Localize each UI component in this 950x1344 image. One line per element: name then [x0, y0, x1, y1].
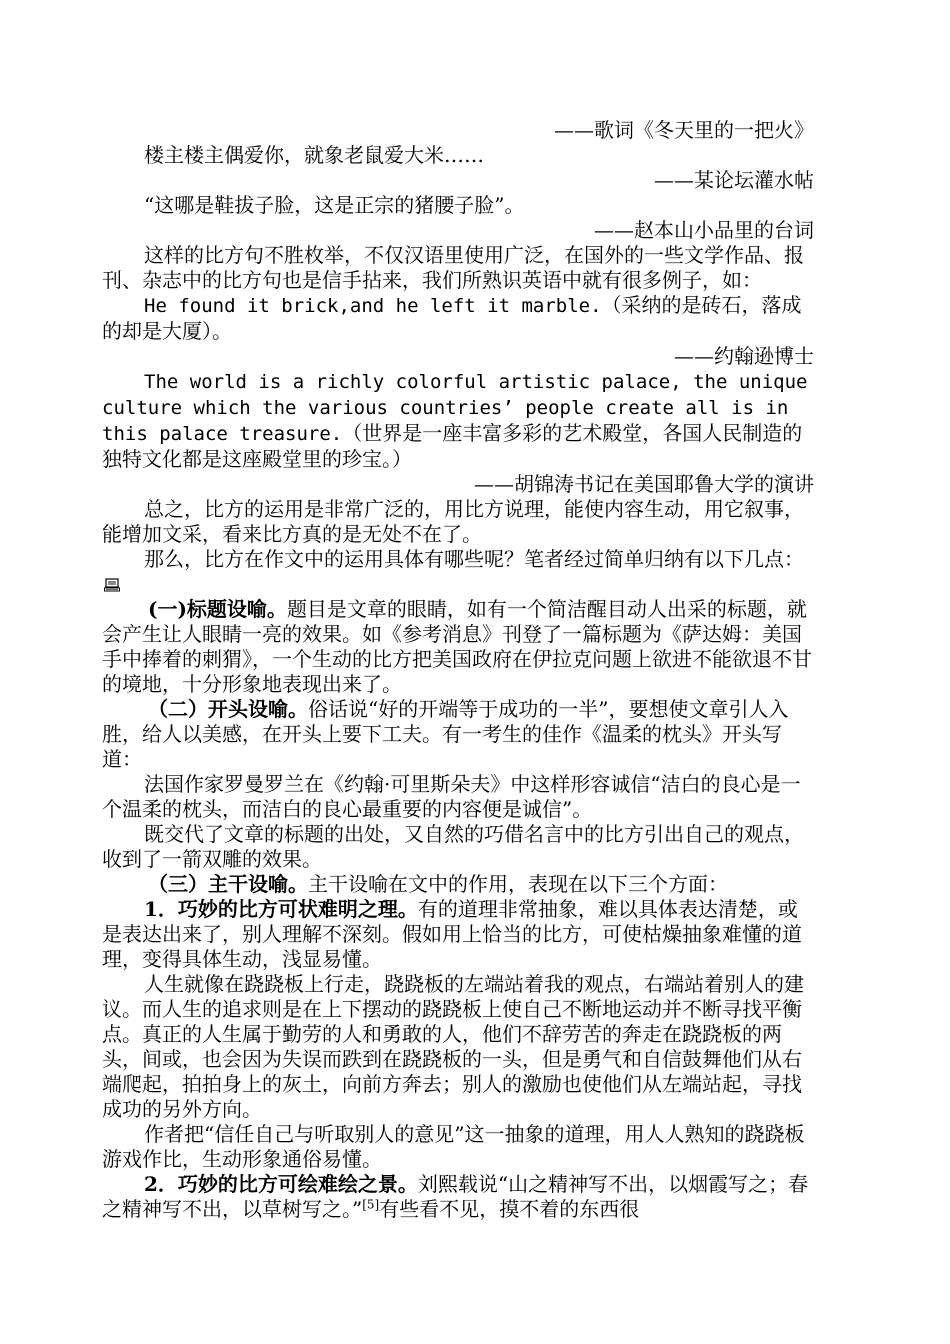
quote-source-forum: ——某论坛灌水帖: [654, 168, 814, 192]
section-opening-setting: [102, 697, 814, 772]
text-opening-setting: 俗话说“好的开端等于成功的一半”，要想使文章引人入胜，给人以美感，在开头上要下工夫。有一考生的佳作《温柔的枕头》开头写道：: [102, 697, 789, 771]
paragraph-summary: 总之，比方的运用是非常广泛的，用比方说理，能使内容生动，用它叙事，能增加文采，看来比方真的是无处不在了。: [102, 497, 804, 546]
paragraph-question: [102, 547, 814, 597]
quote-source-lyric: ——歌词《冬天里的一把火》: [554, 118, 814, 142]
quote-source-johnson: ——约翰逊博士: [674, 344, 814, 368]
quote-source-hu: ——胡锦涛书记在美国耶鲁大学的演讲: [474, 472, 814, 496]
heading-title-setting: (一)标题设喻。: [148, 597, 287, 621]
paragraph-question-text: 那么，比方在作文中的运用具体有哪些呢？笔者经过简单归纳有以下几点：: [144, 547, 804, 571]
paragraph-comment-seesaw: 作者把“信任自己与听取别人的意见”这一抽象的道理，用人人熟知的跷跷板游戏作比，生动形象通俗易懂。: [102, 1122, 805, 1171]
text-title-setting: 题目是文章的眼睛，如有一个简洁醒目动人出采的标题，就会产生让人眼睛一亮的效果。如《参考消息》刊登了一篇标题为《萨达姆：美国手中捧着的刺猬》，一个生动的比方把美国政府在伊拉克问题上欲进不能欲退不甘的境地，十分形象地表现出来了。: [102, 597, 812, 696]
section-main-body: [102, 872, 814, 897]
text-point-two-b: 有些看不见，摸不着的东西很: [379, 1197, 640, 1221]
heading-main-body: （三）主干设喻。: [148, 872, 308, 896]
quote-forum-post: 楼主楼主偶爱你，就象老鼠爱大米……: [144, 143, 484, 167]
section-title-setting: [102, 597, 814, 697]
text-point-two-a: 刘熙载说“山之精神写不出，以烟霞写之；春之精神写不出，以草树写之。”: [102, 1172, 809, 1221]
paragraph-foreign-examples: 这样的比方句不胜枚举，不仅汉语里使用广泛，在国外的一些文学作品、报刊、杂志中的比方句也是信手拈来，我们所熟识英语中就有很多例子，如：: [102, 243, 804, 292]
quote-sketch-line: “这哪是鞋拔子脸，这是正宗的猪腰子脸”。: [144, 193, 525, 217]
quote-source-sketch: ——赵本山小品里的台词: [594, 218, 814, 242]
example-seesaw: 人生就像在跷跷板上行走，跷跷板的左端站着我的观点，右端站着别人的建议。而人生的追求则是在上下摆动的跷跷板上使自己不断地运动并不断寻找平衡点。真正的人生属于勤劳的人和勇敢的人，他们不辞劳苦的奔走在跷跷板的两头，间或，也会因为失误而跌到在跷跷板的一头，但是勇气和自信鼓舞他们从右端爬起，拍拍身上的灰土，向前方奔去；别人的激励也使他们从左端站起，寻找成功的另外方向。: [102, 972, 804, 1121]
footnote-ref: [5]: [362, 1197, 380, 1212]
quote-johnson: [102, 293, 814, 344]
heading-point-one: 1．巧妙的比方可状难明之理。: [144, 897, 418, 921]
paragraph-comment-opening: 既交代了文章的标题的出处，又自然的巧借名言中的比方引出自己的观点，收到了一箭双雕的效果。: [102, 822, 804, 871]
quote-johnson-english: He found it brick,and he left it marble.: [144, 295, 602, 317]
text-main-body: 主干设喻在文中的作用，表现在以下三个方面：: [308, 872, 728, 896]
quote-hu-translation: （世界是一座丰富多彩的艺术殿堂，各国人民制造的独特文化都是这座殿堂里的珍宝。）: [102, 421, 803, 471]
heading-point-two: 2．巧妙的比方可绘难绘之景。: [144, 1172, 418, 1196]
point-one: [102, 897, 814, 972]
quote-romain-rolland: 法国作家罗曼罗兰在《约翰·可里斯朵夫》中这样形容诚信“洁白的良心是一个温柔的枕头，而洁白的良心最重要的内容便是诚信”。: [102, 772, 801, 821]
body-text: [102, 118, 814, 1222]
quote-hu-english: The world is a richly colorful artistic palace, the unique culture which the various countries’ people create all is in this palace treasure.: [102, 371, 808, 445]
quote-hu-speech: [102, 369, 814, 472]
point-two: [102, 1172, 814, 1222]
heading-opening-setting: （二）开头设喻。: [148, 697, 308, 721]
computer-icon: [104, 578, 120, 592]
quote-johnson-translation: （采纳的是砖石，落成的却是大厦）。: [102, 293, 802, 343]
text-point-one: 有的道理非常抽象，难以具体表达清楚，或是表达出来了，别人理解不深刻。假如用上恰当的比方，可使枯燥抽象难懂的道理，变得具体生动，浅显易懂。: [102, 897, 802, 971]
